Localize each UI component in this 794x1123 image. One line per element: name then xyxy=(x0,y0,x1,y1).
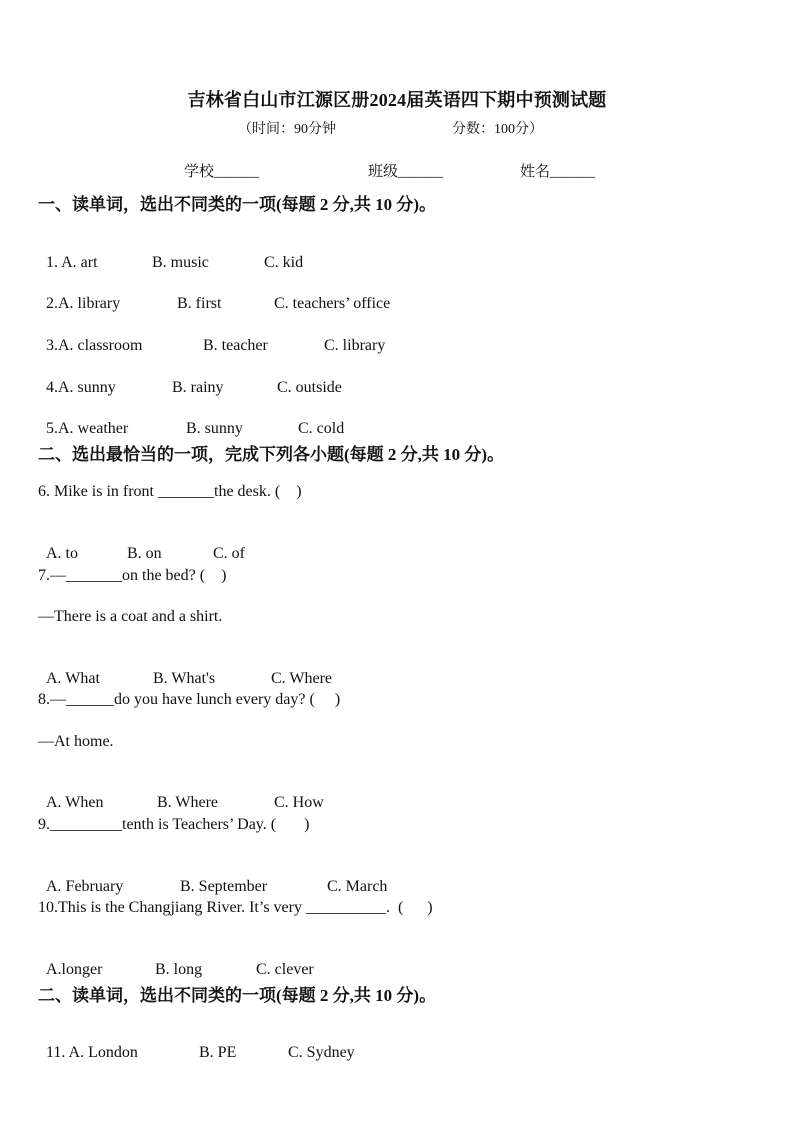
q2-option-a: 2.A. library xyxy=(46,295,121,312)
question-10-stem: 10.This is the Changjiang River. It’s very __________. ( ) xyxy=(38,899,433,916)
question-7-stem: 7.—_______on the bed? ( ) xyxy=(38,567,227,584)
section-heading-1: 一、读单词，选出不同类的一项(每题 2 分,共 10 分)。 xyxy=(38,195,437,214)
question-1 xyxy=(38,233,303,273)
q11-option-c: C. Sydney xyxy=(288,1044,355,1061)
q3-option-c: C. library xyxy=(324,337,386,354)
q6-option-c: C. of xyxy=(213,545,245,562)
question-8-stem: 8.—______do you have lunch every day? ( ) xyxy=(38,691,341,708)
q1-option-c: C. kid xyxy=(264,254,304,271)
q11-option-a: 11. A. London xyxy=(46,1044,138,1061)
question-5 xyxy=(38,399,344,439)
q4-option-c: C. outside xyxy=(277,379,342,396)
q8-option-b: B. Where xyxy=(157,794,219,811)
q8-option-a: A. When xyxy=(46,794,104,811)
question-7-options xyxy=(38,649,332,689)
q11-option-b: B. PE xyxy=(199,1044,237,1061)
name-field: 姓名______ xyxy=(520,164,596,180)
class-field: 班级______ xyxy=(368,164,444,180)
school-field: 学校______ xyxy=(184,164,260,180)
exam-time: （时间：90分钟 xyxy=(238,122,336,137)
question-6-options xyxy=(38,524,245,564)
q9-option-c: C. March xyxy=(327,878,388,895)
q1-option-a: 1. A. art xyxy=(46,254,98,271)
question-8-options xyxy=(38,773,324,813)
q5-option-b: B. sunny xyxy=(186,420,243,437)
section-heading-3: 二、读单词，选出不同类的一项(每题 2 分,共 10 分)。 xyxy=(38,986,437,1005)
q2-option-c: C. teachers’ office xyxy=(274,295,391,312)
q3-option-a: 3.A. classroom xyxy=(46,337,143,354)
section-heading-2: 二、选出最恰当的一项，完成下列各小题(每题 2 分,共 10 分)。 xyxy=(38,445,505,464)
question-6-stem: 6. Mike is in front _______the desk. ( ) xyxy=(38,483,302,500)
q4-option-a: 4.A. sunny xyxy=(46,379,116,396)
q8-option-c: C. How xyxy=(274,794,324,811)
q6-option-b: B. on xyxy=(127,545,162,562)
q7-option-c: C. Where xyxy=(271,670,333,687)
exam-score: 分数：100分） xyxy=(452,122,543,137)
q5-option-c: C. cold xyxy=(298,420,345,437)
q3-option-b: B. teacher xyxy=(203,337,268,354)
q9-option-a: A. February xyxy=(46,878,124,895)
q9-option-b: B. September xyxy=(180,878,268,895)
q10-option-a: A.longer xyxy=(46,961,103,978)
question-4 xyxy=(38,358,342,398)
question-9-stem: 9._________tenth is Teachers’ Day. ( ) xyxy=(38,816,310,833)
question-11 xyxy=(38,1023,355,1063)
q2-option-b: B. first xyxy=(177,295,222,312)
question-3 xyxy=(38,316,385,356)
q7-option-b: B. What's xyxy=(153,670,216,687)
question-7-answer: —There is a coat and a shirt. xyxy=(38,608,223,625)
q7-option-a: A. What xyxy=(46,670,100,687)
q10-option-b: B. long xyxy=(155,961,203,978)
q1-option-b: B. music xyxy=(152,254,209,271)
q10-option-c: C. clever xyxy=(256,961,314,978)
question-9-options xyxy=(38,857,387,897)
question-8-answer: —At home. xyxy=(38,733,114,750)
q5-option-a: 5.A. weather xyxy=(46,420,129,437)
question-10-options xyxy=(38,940,314,980)
q6-option-a: A. to xyxy=(46,545,78,562)
document-title: 吉林省白山市江源区册2024届英语四下期中预测试题 xyxy=(187,90,607,110)
question-2 xyxy=(38,274,390,314)
q4-option-b: B. rainy xyxy=(172,379,224,396)
